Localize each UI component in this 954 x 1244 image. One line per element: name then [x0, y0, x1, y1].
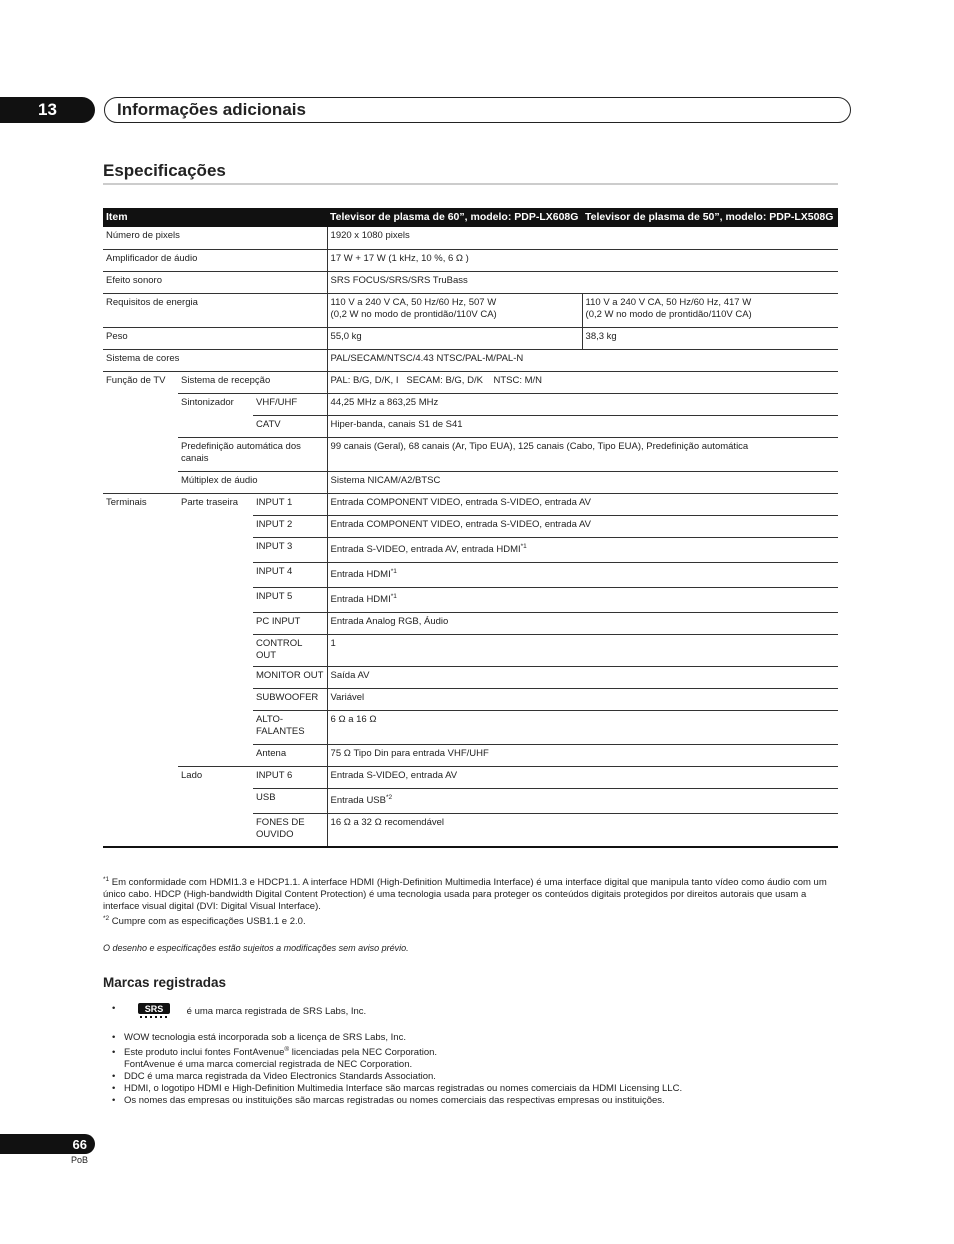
bullet: • — [112, 1083, 116, 1094]
row-label: Antena — [253, 744, 327, 766]
footnote-ref: *1 — [390, 592, 397, 600]
label-line: ALTO- — [256, 713, 284, 725]
header-model-50: Televisor de plasma de 50”, modelo: PDP-LX508G — [582, 208, 838, 227]
svg-text:SRS: SRS — [144, 1004, 164, 1014]
label-line: FALANTES — [256, 725, 305, 737]
section-title: Especificações — [103, 161, 226, 180]
table-row — [103, 766, 838, 788]
footnote-ref: *2 — [385, 793, 393, 801]
list-item-text: Os nomes das empresas ou instituições são marcas registradas ou nomes comerciais das respectivas empresas ou instituições. — [124, 1095, 665, 1106]
row-value: Entrada Analog RGB, Áudio — [327, 612, 838, 634]
row-label: INPUT 4 — [253, 562, 327, 587]
list-item-text: HDMI, o logotipo HDMI e High-Definition Multimedia Interface são marcas registradas ou nomes comerciais da HDMI Licensing LLC. — [124, 1083, 683, 1094]
group-label: Função de TV — [103, 371, 178, 493]
row-label: Sistema de cores — [103, 349, 327, 371]
table-header-row — [103, 208, 838, 227]
row-value — [327, 587, 838, 612]
chapter-number-tab: 13 — [0, 97, 95, 123]
row-value: Hiper-banda, canais S1 de S41 — [327, 415, 838, 437]
value-line: (0,2 W no modo de prontidão/110V CA) — [330, 308, 497, 320]
bullet: • — [112, 1095, 116, 1106]
row-label: Amplificador de áudio — [103, 249, 327, 271]
row-value: PAL/SECAM/NTSC/4.43 NTSC/PAL-M/PAL-N — [327, 349, 838, 371]
value-line: (0,2 W no modo de prontidão/110V CA) — [585, 308, 752, 320]
row-label: Sistema de recepção — [178, 371, 327, 393]
list-item-text: DDC é uma marca registrada da Video Electronics Standards Association. — [124, 1071, 436, 1082]
table-row — [103, 249, 838, 271]
list-item — [112, 1071, 842, 1083]
subgroup-label: Sintonizador — [178, 393, 253, 437]
list-item — [112, 1047, 842, 1071]
trademarks-title: Marcas registradas — [103, 975, 227, 990]
trademark-list — [112, 1032, 842, 1107]
chapter-title: Informações adicionais — [104, 97, 851, 123]
row-label: CATV — [253, 415, 327, 437]
row-value: Sistema NICAM/A2/BTSC — [327, 471, 838, 493]
disclaimer: O desenho e especificações estão sujeitos a modificações sem aviso prévio. — [103, 943, 409, 953]
language-code: PoB — [71, 1155, 89, 1165]
header-item: Item — [103, 208, 327, 227]
header-model-60: Televisor de plasma de 60”, modelo: PDP-LX608G — [327, 208, 582, 227]
footnote-mark: *2 — [103, 914, 110, 922]
table-row — [103, 227, 838, 249]
value-text: Entrada HDMI — [330, 593, 391, 605]
table-row — [103, 293, 838, 327]
footnote-1 — [103, 877, 841, 913]
list-item-text: Este produto inclui fontes FontAvenue — [124, 1047, 285, 1058]
list-item — [112, 1032, 842, 1044]
row-label: Efeito sonoro — [103, 271, 327, 293]
row-value: SRS FOCUS/SRS/SRS TruBass — [327, 271, 838, 293]
row-label: CONTROL OUT — [253, 634, 327, 666]
row-value: 1 — [327, 634, 838, 666]
row-label: Requisitos de energia — [103, 293, 327, 327]
footnote-text: Em conformidade com HDMI1.3 e HDCP1.1. A interface HDMI (High-Definition Multimedia Interface) é uma interface digital que manipula tanto vídeo como áudio com um único cabo. HDCP (High-bandwidth Digital Content Protection) é uma tecnologia usada para proteger os conteúdos digitais protegidos por direitos autorais que usam a interface visual digital (DVI: Digital Visual Interface). — [103, 877, 827, 912]
table-row — [103, 327, 838, 349]
row-label: VHF/UHF — [253, 393, 327, 415]
row-value: Saída AV — [327, 666, 838, 688]
registered-mark: ® — [284, 1045, 290, 1053]
list-item-text: FontAvenue é uma marca comercial registrada de NEC Corporation. — [124, 1059, 413, 1070]
row-label: PC INPUT — [253, 612, 327, 634]
row-value: 1920 x 1080 pixels — [327, 227, 838, 249]
footnote-2 — [103, 916, 841, 928]
footnote-mark: *1 — [103, 875, 110, 883]
value-text: Entrada S-VIDEO, entrada AV, entrada HDMI — [330, 543, 521, 555]
table-row — [103, 437, 838, 471]
label-line: OUVIDO — [256, 828, 294, 840]
row-value — [327, 293, 582, 327]
row-value: Entrada COMPONENT VIDEO, entrada S-VIDEO, entrada AV — [327, 493, 838, 515]
row-value — [327, 788, 838, 813]
table-row — [103, 493, 838, 515]
row-value: Variável — [327, 688, 838, 710]
group-label: Terminais — [103, 493, 178, 847]
row-label: MONITOR OUT — [253, 666, 327, 688]
row-value: 16 Ω a 32 Ω recomendável — [327, 813, 838, 847]
row-value — [582, 293, 838, 327]
table-row — [103, 349, 838, 371]
bullet: • — [112, 1032, 116, 1043]
row-label: INPUT 6 — [253, 766, 327, 788]
row-value — [327, 562, 838, 587]
row-label: SUBWOOFER — [253, 688, 327, 710]
row-value: 55,0 kg — [327, 327, 582, 349]
srs-logo — [138, 1003, 170, 1020]
list-item-text: licenciadas pela NEC Corporation. — [289, 1047, 438, 1058]
row-value: 44,25 MHz a 863,25 MHz — [327, 393, 838, 415]
row-label: Número de pixels — [103, 227, 327, 249]
row-label — [253, 710, 327, 744]
footnote-ref: *1 — [390, 567, 397, 575]
row-label: Predefinição automática dos canais — [178, 437, 327, 471]
footnote-ref: *1 — [520, 542, 527, 550]
list-item — [112, 1095, 842, 1107]
srs-trademark-text: é uma marca registrada de SRS Labs, Inc. — [186, 1006, 367, 1018]
label-line: FONES DE — [256, 816, 305, 828]
subgroup-label: Lado — [178, 766, 253, 847]
list-item — [112, 1003, 842, 1020]
row-value: Entrada S-VIDEO, entrada AV — [327, 766, 838, 788]
table-row — [103, 271, 838, 293]
section-divider — [103, 183, 838, 185]
value-line: 110 V a 240 V CA, 50 Hz/60 Hz, 417 W — [585, 296, 752, 308]
row-label: INPUT 1 — [253, 493, 327, 515]
row-label: Múltiplex de áudio — [178, 471, 327, 493]
row-value: 75 Ω Tipo Din para entrada VHF/UHF — [327, 744, 838, 766]
list-item-text: WOW tecnologia está incorporada sob a licença de SRS Labs, Inc. — [124, 1032, 406, 1043]
row-label: USB — [253, 788, 327, 813]
subgroup-label: Parte traseira — [178, 493, 253, 766]
row-label: Peso — [103, 327, 327, 349]
row-value: Entrada COMPONENT VIDEO, entrada S-VIDEO, entrada AV — [327, 515, 838, 537]
row-value: 38,3 kg — [582, 327, 838, 349]
specifications-table — [103, 208, 838, 848]
row-value — [327, 537, 838, 562]
value-text: Entrada HDMI — [330, 568, 391, 580]
row-label: INPUT 5 — [253, 587, 327, 612]
row-label — [253, 813, 327, 847]
srs-trademark-line — [112, 1003, 842, 1020]
row-value: 17 W + 17 W (1 kHz, 10 %, 6 Ω ) — [327, 249, 838, 271]
page-number: 66 — [0, 1134, 95, 1154]
footnote-text: Cumpre com as especificações USB1.1 e 2.0. — [109, 916, 306, 927]
value-text: Entrada USB — [330, 794, 386, 806]
row-value: 6 Ω a 16 Ω — [327, 710, 838, 744]
bullet: • — [112, 1003, 116, 1014]
row-label: INPUT 3 — [253, 537, 327, 562]
list-item — [112, 1083, 842, 1095]
bullet: • — [112, 1047, 116, 1058]
value-line: 110 V a 240 V CA, 50 Hz/60 Hz, 507 W — [330, 296, 497, 308]
table-row — [103, 393, 838, 415]
row-value: 99 canais (Geral), 68 canais (Ar, Tipo EUA), 125 canais (Cabo, Tipo EUA), Predefinição automática — [327, 437, 838, 471]
table-row — [103, 471, 838, 493]
row-value: PAL: B/G, D/K, I SECAM: B/G, D/K NTSC: M/N — [327, 371, 838, 393]
bullet: • — [112, 1071, 116, 1082]
table-row — [103, 371, 838, 393]
row-label: INPUT 2 — [253, 515, 327, 537]
